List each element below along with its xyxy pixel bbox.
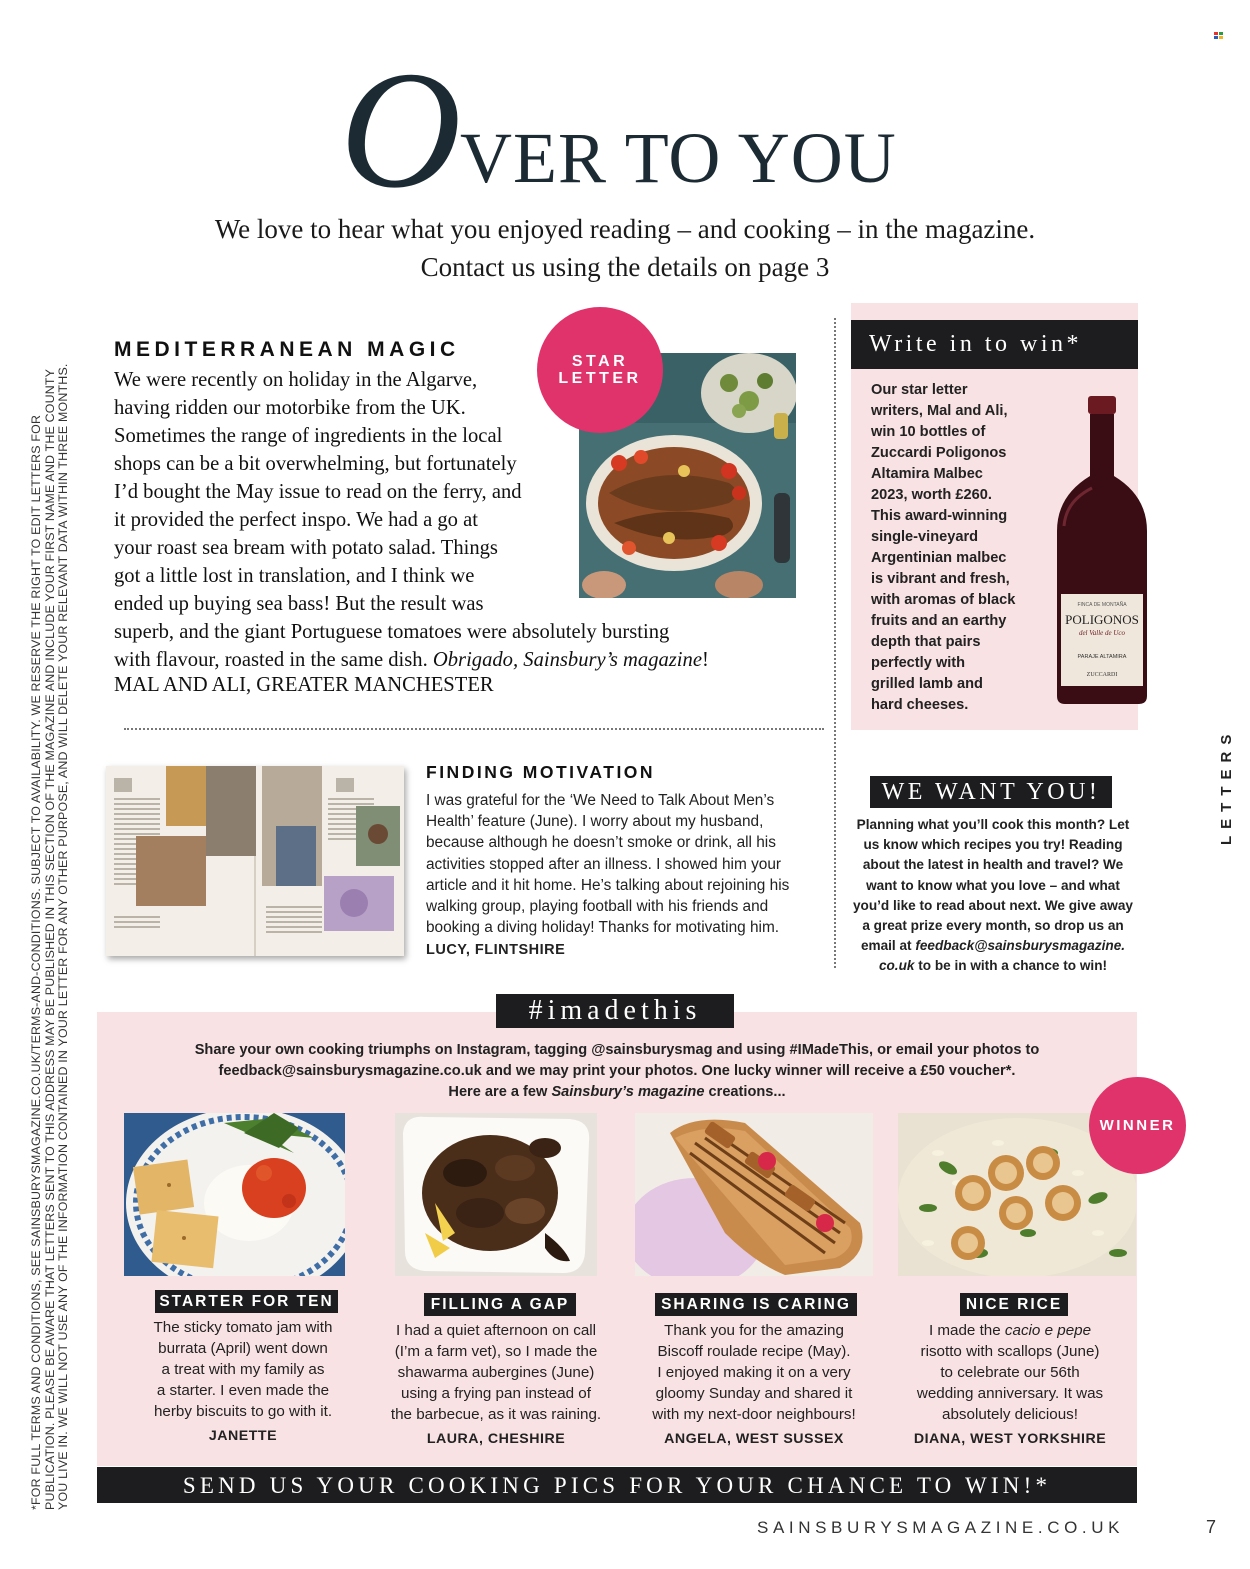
entry-line: to celebrate our 56th <box>940 1364 1080 1381</box>
prize-line: single-vineyard <box>871 529 979 545</box>
prize-line: writers, Mal and Ali, <box>871 403 1008 419</box>
text-line <box>852 956 1134 976</box>
entry-line: with my next-door neighbours! <box>652 1406 856 1423</box>
prize-line: depth that pairs <box>871 634 981 650</box>
subtitle-line: Contact us using the details on page 3 <box>420 252 830 282</box>
entry-line: burrata (April) went down <box>158 1340 328 1357</box>
letter-line: activities stopped after an illness. I showed him your <box>426 855 782 873</box>
letter-line-text: with flavour, roasted in the same dish. <box>114 649 433 671</box>
entry-text <box>376 1320 616 1425</box>
title-text: VER TO YOU <box>460 118 897 198</box>
badge-text: LETTER <box>558 370 642 387</box>
prize-line: Zuccardi Poligonos <box>871 445 1007 461</box>
text-fragment: email at <box>860 938 916 954</box>
letter-line: Sometimes the range of ingredients in the local <box>114 425 503 447</box>
title-initial: O <box>340 37 462 223</box>
prize-line: Argentinian malbec <box>871 550 1007 566</box>
letter-line: having ridden our motorbike from the UK. <box>114 397 466 419</box>
entry-line: shawarma aubergines (June) <box>397 1364 595 1381</box>
letter-line-text: ! <box>701 649 709 671</box>
bottle-label-sub: del Valle de Uco <box>1078 629 1126 637</box>
imadethis-intro: Share your own cooking triumphs on Instagram, tagging @sainsburysmag and using #IMadeThis, or email your photos to <box>194 1042 1040 1058</box>
entry-signature: ANGELA, WEST SUSSEX <box>664 1431 844 1447</box>
finding-motivation-body <box>426 790 821 938</box>
entry-line: risotto with scallops (June) <box>920 1343 1100 1360</box>
svg-text:FINCA DE MONTAÑA: FINCA DE MONTAÑA <box>1077 602 1127 608</box>
letter-line: it provided the perfect inspo. We had a go at <box>114 509 478 531</box>
entry-line: absolutely delicious! <box>942 1406 1078 1423</box>
letter-line <box>114 646 754 674</box>
entry-signature: LAURA, CHESHIRE <box>426 1431 566 1447</box>
text-fragment: Here are a few <box>448 1084 552 1100</box>
entry-line: I had a quiet afternoon on call <box>395 1322 597 1339</box>
entry-signature: DIANA, WEST YORKSHIRE <box>913 1431 1107 1447</box>
we-want-you-text <box>852 815 1134 977</box>
letter-line: Health’ feature (June). I worry about my husband, <box>426 813 764 831</box>
text-line: you’d like to read about next. We give away <box>852 897 1133 913</box>
magazine-spread-image <box>106 766 404 956</box>
prize-line: Altamira Malbec <box>871 466 983 482</box>
letter-line: I’d bought the May issue to read on the ferry, and <box>114 481 522 503</box>
entry-line: The sticky tomato jam with <box>153 1319 333 1336</box>
section-label: LETTERS <box>1218 727 1235 845</box>
prize-line: perfectly with <box>871 655 966 671</box>
sainsburys-logo-icon <box>1214 32 1223 39</box>
we-want-you-title: WE WANT YOU! <box>870 776 1112 808</box>
website-url[interactable]: SAINSBURYSMAGAZINE.CO.UK <box>757 1518 1125 1537</box>
entry-line: a starter. I even made the <box>156 1382 330 1399</box>
letter-line: ended up buying sea bass! But the result was <box>114 593 484 615</box>
text-line: Planning what you’ll cook this month? Let <box>856 817 1130 832</box>
entry-label: STARTER FOR TEN <box>155 1290 338 1313</box>
text-line: about the latest in health and travel? We <box>862 857 1124 873</box>
magazine-name: Obrigado, Sainsbury’s magazine <box>432 649 702 671</box>
entry-line: I enjoyed making it on a very <box>657 1364 851 1381</box>
letter-line: because although he doesn’t smoke or drink, all his <box>426 834 776 852</box>
badge-text: STAR <box>571 353 629 370</box>
entry-line: herby biscuits to go with it. <box>153 1403 333 1420</box>
page-number: 7 <box>1206 1517 1217 1537</box>
terms-and-conditions: *FOR FULL TERMS AND CONDITIONS, SEE SAINSBURYSMAGAZINE.CO.UK/TERMS-AND-CONDITIONS. SUBJECT TO AVAILABILITY. WE RESERVE THE RIGHT TO EDIT LETTERS FOR PUBLICATION. PLEASE BE AWARE THAT LETTERS SENT TO THIS ADDRESS MAY BE PUBLISHED IN THIS SECTION OF THE MAGAZINE AND INCLUDE YOUR FIRST NAME AND THE COUNTY YOU LIVE IN. WE WILL NOT USE ANY OF THE INFORMATION CONTAINED IN YOUR LETTER FOR ANY OTHER PURPOSE, AND WILL DELETE YOUR RELEVANT DATA WITHIN THREE MONTHS. <box>29 363 70 1510</box>
aubergines-photo <box>395 1113 597 1276</box>
letter-line: your roast sea bream with potato salad. Things <box>114 537 498 559</box>
email-link[interactable]: co.uk <box>878 958 915 974</box>
entry-line: a treat with my family as <box>161 1361 325 1378</box>
entry-line <box>890 1320 1130 1341</box>
imadethis-intro <box>97 1082 1137 1103</box>
entry-line: Thank you for the amazing <box>664 1322 844 1339</box>
subtitle-line: We love to hear what you enjoyed reading – and cooking – in the magazine. <box>214 214 1036 244</box>
entry-line: wedding anniversary. It was <box>916 1385 1104 1402</box>
imadethis-title: #imadethis <box>496 994 734 1028</box>
prize-line: Our star letter <box>871 382 968 398</box>
entry-line: using a frying pan instead of <box>401 1385 591 1402</box>
star-letter-signature: MAL AND ALI, GREATER MANCHESTER <box>114 674 494 696</box>
letter-line: walking group, playing football with his friends and <box>426 898 769 916</box>
magazine-name: Sainsbury’s magazine <box>551 1084 705 1100</box>
text-fragment: creations... <box>704 1084 786 1100</box>
star-letter-badge <box>537 307 663 433</box>
text-line <box>852 936 1134 956</box>
letter-line: I was grateful for the ‘We Need to Talk About Men’s <box>426 792 775 809</box>
prize-line: is vibrant and fresh, <box>871 571 1010 587</box>
bottle-label-name: POLIGONOS <box>1065 612 1139 627</box>
finding-motivation-signature: LUCY, FLINTSHIRE <box>426 942 566 958</box>
prize-line: grilled lamb and <box>871 676 983 692</box>
text-line: us know which recipes you try! Reading <box>863 837 1123 853</box>
divider <box>834 318 836 968</box>
letter-line: We were recently on holiday in the Algarve, <box>114 369 478 391</box>
biscoff-roulade-photo <box>635 1113 873 1276</box>
letter-line: superb, and the giant Portuguese tomatoes were absolutely bursting <box>114 621 670 643</box>
letter-line: booking a diving holiday! Thanks for motivating him. <box>426 919 780 937</box>
divider <box>124 728 824 730</box>
letter-line: shops can be a bit overwhelming, but fortunately <box>114 453 517 475</box>
letter-line: got a little lost in translation, and I think we <box>114 565 475 587</box>
star-letter-heading: MEDITERRANEAN MAGIC <box>114 338 460 361</box>
tomato-burrata-photo <box>124 1113 345 1276</box>
imadethis-intro: feedback@sainsburysmagazine.co.uk and we may print your photos. One lucky winner will receive a £50 voucher*. <box>218 1063 1016 1079</box>
finding-motivation-heading: FINDING MOTIVATION <box>426 762 656 782</box>
text-line: want to know what you love – and what <box>866 877 1120 893</box>
entry-text <box>634 1320 874 1425</box>
prize-line: win 10 bottles of <box>871 424 986 440</box>
send-pics-banner: SEND US YOUR COOKING PICS FOR YOUR CHANCE TO WIN!* <box>97 1467 1137 1503</box>
prize-line: 2023, worth £260. <box>871 487 992 503</box>
entry-line: (I’m a farm vet), so I made the <box>394 1343 598 1360</box>
prize-line: hard cheeses. <box>871 697 969 713</box>
entry-label: SHARING IS CARING <box>655 1293 857 1316</box>
text-line: a great prize every month, so drop us an <box>862 918 1124 934</box>
entry-line: Biscoff roulade recipe (May). <box>657 1343 851 1360</box>
page-title <box>340 37 900 223</box>
entry-line: the barbecue, as it was raining. <box>390 1406 602 1423</box>
entry-text <box>890 1320 1130 1425</box>
prize-line: with aromas of black <box>871 592 1016 608</box>
prize-line: fruits and an earthy <box>871 613 1007 629</box>
bottle-label-place: PARAJE ALTAMIRA <box>1077 654 1127 660</box>
dish-name: cacio e pepe <box>1004 1322 1092 1339</box>
letter-line: article and it hit home. He’s talking about rejoining his <box>426 876 790 894</box>
email-link[interactable]: feedback@sainsburysmagazine. <box>915 938 1126 954</box>
text-fragment: I made the <box>928 1322 1005 1339</box>
wine-bottle-icon <box>1052 396 1152 706</box>
entry-label: FILLING A GAP <box>424 1293 576 1316</box>
text-fragment: to be in with a chance to win! <box>914 958 1108 974</box>
entry-signature: JANETTE <box>208 1428 278 1444</box>
write-in-title: Write in to win* <box>851 320 1138 369</box>
entry-text <box>123 1317 363 1422</box>
winner-badge: WINNER <box>1089 1077 1186 1174</box>
bottle-label-brand: ZUCCARDI <box>1086 672 1118 678</box>
prize-line: This award-winning <box>871 508 1008 524</box>
entry-label: NICE RICE <box>960 1293 1068 1316</box>
entry-line: gloomy Sunday and shared it <box>655 1385 853 1402</box>
prize-description <box>871 380 1041 716</box>
